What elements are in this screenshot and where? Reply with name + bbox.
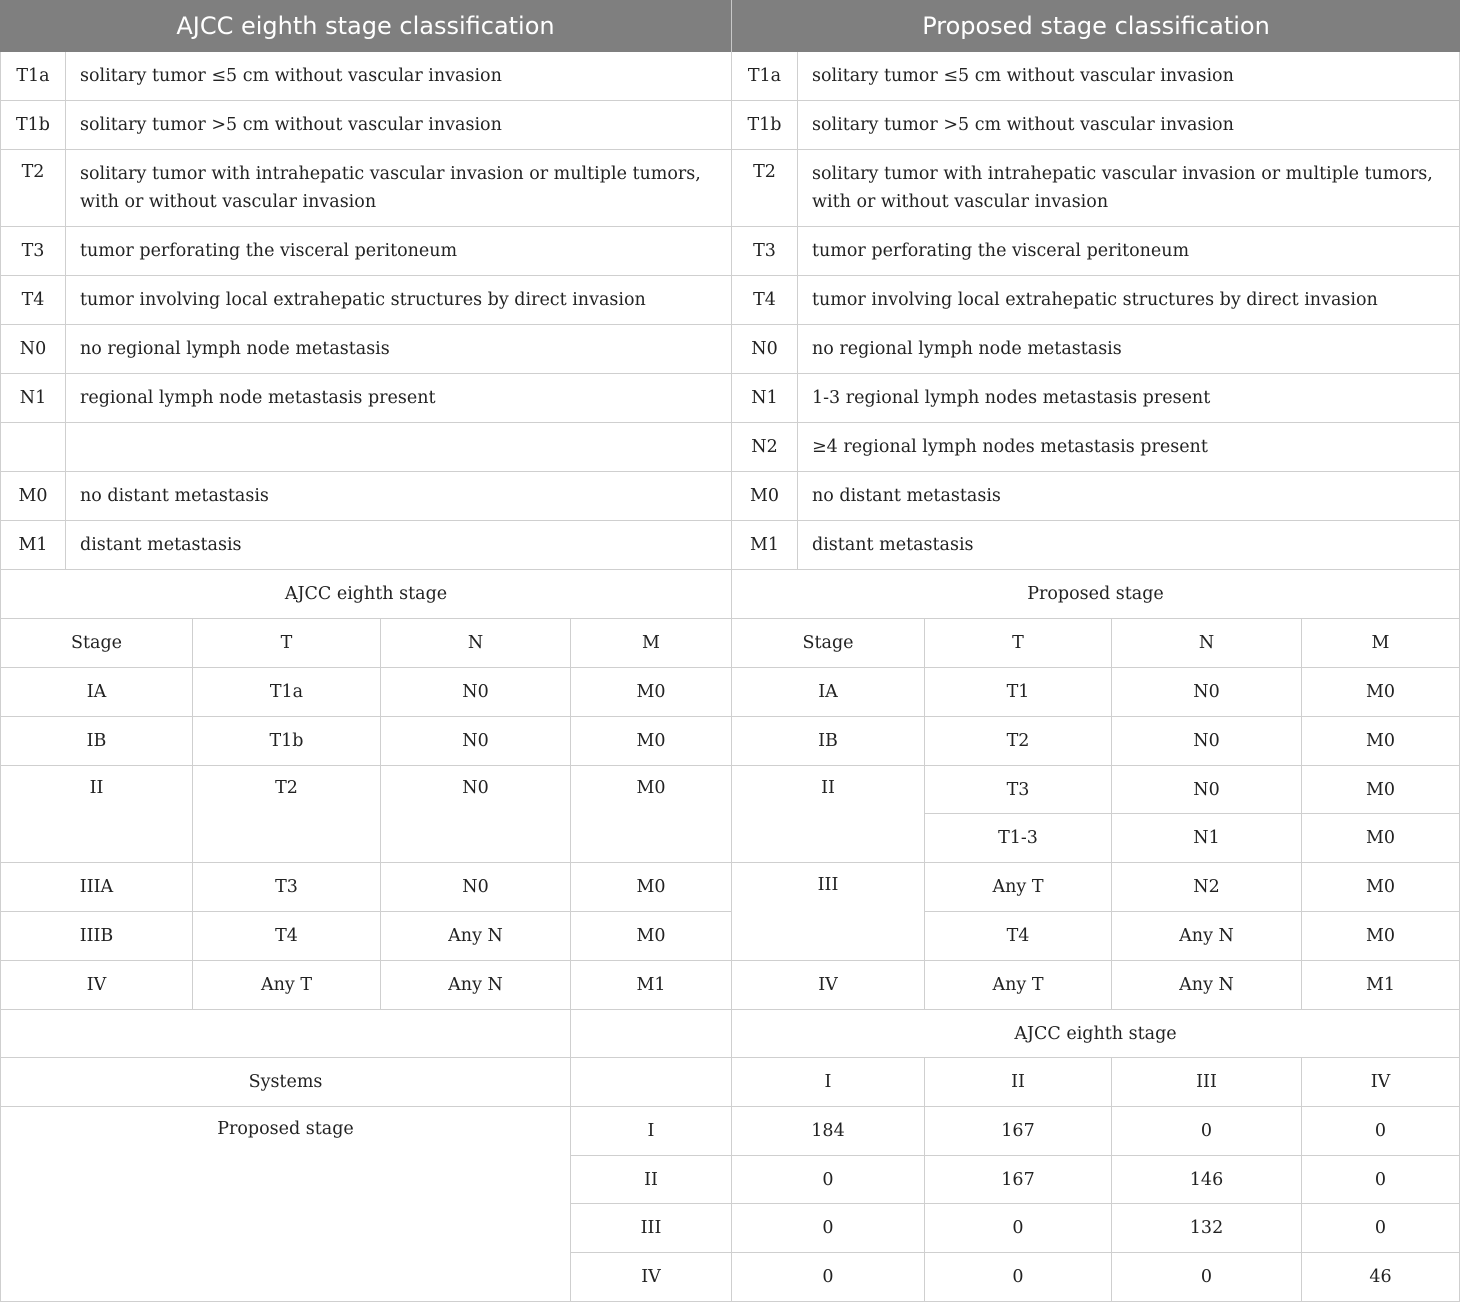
ajcc-stage: IV bbox=[0, 961, 193, 1010]
ajcc-stage: II bbox=[0, 766, 193, 863]
comparison-cell: 0 bbox=[1302, 1107, 1460, 1156]
def-left-code bbox=[0, 423, 66, 472]
proposed-row-stage: III bbox=[571, 1204, 732, 1253]
col-header-stage: Stage bbox=[732, 619, 925, 668]
col-header-t: T bbox=[925, 619, 1112, 668]
def-left-desc: solitary tumor >5 cm without vascular invasion bbox=[66, 101, 732, 150]
ajcc-n: Any N bbox=[381, 961, 571, 1010]
def-right-desc: distant metastasis bbox=[798, 521, 1460, 570]
systems-label: Systems bbox=[0, 1058, 571, 1107]
comparison-row-title: Proposed stage bbox=[0, 1107, 571, 1302]
proposed-m: M1 bbox=[1302, 961, 1460, 1010]
comparison-cell: 0 bbox=[732, 1156, 925, 1204]
ajcc-col-stage: I bbox=[732, 1058, 925, 1107]
proposed-stage: IA bbox=[732, 668, 925, 717]
proposed-m: M0 bbox=[1302, 863, 1460, 912]
col-header-t: T bbox=[193, 619, 381, 668]
ajcc-m: M0 bbox=[571, 766, 732, 863]
ajcc-m: M0 bbox=[571, 912, 732, 961]
def-left-code: M1 bbox=[0, 521, 66, 570]
comparison-blank bbox=[571, 1058, 732, 1107]
def-right-desc: no distant metastasis bbox=[798, 472, 1460, 521]
ajcc-m: M0 bbox=[571, 668, 732, 717]
proposed-t: Any T bbox=[925, 863, 1112, 912]
comparison-blank bbox=[0, 1010, 571, 1058]
def-left-desc: no distant metastasis bbox=[66, 472, 732, 521]
proposed-n: N0 bbox=[1112, 717, 1302, 766]
ajcc-n: N0 bbox=[381, 766, 571, 863]
ajcc-t: Any T bbox=[193, 961, 381, 1010]
ajcc-col-stage: IV bbox=[1302, 1058, 1460, 1107]
def-right-code: T2 bbox=[732, 150, 798, 227]
def-right-desc: ≥4 regional lymph nodes metastasis present bbox=[798, 423, 1460, 472]
ajcc-n: N0 bbox=[381, 668, 571, 717]
ajcc-m: M1 bbox=[571, 961, 732, 1010]
ajcc-col-stage: III bbox=[1112, 1058, 1302, 1107]
ajcc-stage: IA bbox=[0, 668, 193, 717]
proposed-t: T1-3 bbox=[925, 814, 1112, 863]
def-right-code: N0 bbox=[732, 325, 798, 374]
def-left-desc: no regional lymph node metastasis bbox=[66, 325, 732, 374]
ajcc-t: T1a bbox=[193, 668, 381, 717]
def-right-code: T3 bbox=[732, 227, 798, 276]
def-left-code: T1b bbox=[0, 101, 66, 150]
def-left-desc: tumor involving local extrahepatic structures by direct invasion bbox=[66, 276, 732, 325]
proposed-n: N0 bbox=[1112, 668, 1302, 717]
proposed-stage: II bbox=[732, 766, 925, 863]
def-right-code: N1 bbox=[732, 374, 798, 423]
proposed-t: T3 bbox=[925, 766, 1112, 814]
ajcc-t: T1b bbox=[193, 717, 381, 766]
proposed-m: M0 bbox=[1302, 668, 1460, 717]
comparison-cell: 0 bbox=[732, 1204, 925, 1253]
def-left-code: N1 bbox=[0, 374, 66, 423]
comparison-cell: 0 bbox=[1302, 1156, 1460, 1204]
proposed-m: M0 bbox=[1302, 912, 1460, 961]
proposed-row-stage: II bbox=[571, 1156, 732, 1204]
def-right-code: T4 bbox=[732, 276, 798, 325]
ajcc-stage: IIIB bbox=[0, 912, 193, 961]
def-right-code: N2 bbox=[732, 423, 798, 472]
def-left-desc bbox=[66, 423, 732, 472]
comparison-cell: 0 bbox=[1112, 1253, 1302, 1302]
def-left-code: T3 bbox=[0, 227, 66, 276]
proposed-m: M0 bbox=[1302, 766, 1460, 814]
proposed-n: Any N bbox=[1112, 961, 1302, 1010]
comparison-cell: 167 bbox=[925, 1156, 1112, 1204]
def-left-code: T2 bbox=[0, 150, 66, 227]
staging-title-ajcc: AJCC eighth stage bbox=[0, 570, 732, 619]
proposed-n: N2 bbox=[1112, 863, 1302, 912]
ajcc-t: T3 bbox=[193, 863, 381, 912]
col-header-m: M bbox=[571, 619, 732, 668]
header-proposed: Proposed stage classification bbox=[732, 0, 1460, 52]
proposed-row-stage: IV bbox=[571, 1253, 732, 1302]
def-right-code: T1a bbox=[732, 52, 798, 101]
proposed-t: T2 bbox=[925, 717, 1112, 766]
def-right-desc: no regional lymph node metastasis bbox=[798, 325, 1460, 374]
def-right-code: M1 bbox=[732, 521, 798, 570]
ajcc-t: T2 bbox=[193, 766, 381, 863]
proposed-n: N0 bbox=[1112, 766, 1302, 814]
ajcc-col-stage: II bbox=[925, 1058, 1112, 1107]
comparison-cell: 0 bbox=[1112, 1107, 1302, 1156]
def-right-code: T1b bbox=[732, 101, 798, 150]
proposed-n: N1 bbox=[1112, 814, 1302, 863]
proposed-t: T1 bbox=[925, 668, 1112, 717]
ajcc-stage: IB bbox=[0, 717, 193, 766]
staging-title-proposed: Proposed stage bbox=[732, 570, 1460, 619]
comparison-cell: 184 bbox=[732, 1107, 925, 1156]
comparison-cell: 132 bbox=[1112, 1204, 1302, 1253]
comparison-cell: 0 bbox=[732, 1253, 925, 1302]
def-left-desc: regional lymph node metastasis present bbox=[66, 374, 732, 423]
comparison-cell: 46 bbox=[1302, 1253, 1460, 1302]
proposed-m: M0 bbox=[1302, 814, 1460, 863]
comparison-cell: 0 bbox=[925, 1253, 1112, 1302]
proposed-t: T4 bbox=[925, 912, 1112, 961]
def-left-code: N0 bbox=[0, 325, 66, 374]
proposed-t: Any T bbox=[925, 961, 1112, 1010]
def-left-code: T1a bbox=[0, 52, 66, 101]
comparison-blank bbox=[571, 1010, 732, 1058]
ajcc-n: N0 bbox=[381, 717, 571, 766]
def-left-desc: tumor perforating the visceral peritoneum bbox=[66, 227, 732, 276]
ajcc-n: N0 bbox=[381, 863, 571, 912]
def-right-desc: solitary tumor >5 cm without vascular invasion bbox=[798, 101, 1460, 150]
def-left-desc: solitary tumor ≤5 cm without vascular invasion bbox=[66, 52, 732, 101]
ajcc-m: M0 bbox=[571, 717, 732, 766]
def-right-desc: 1-3 regional lymph nodes metastasis present bbox=[798, 374, 1460, 423]
def-right-desc: solitary tumor ≤5 cm without vascular invasion bbox=[798, 52, 1460, 101]
def-left-code: M0 bbox=[0, 472, 66, 521]
col-header-stage: Stage bbox=[0, 619, 193, 668]
comparison-cell: 146 bbox=[1112, 1156, 1302, 1204]
col-header-m: M bbox=[1302, 619, 1460, 668]
proposed-stage: III bbox=[732, 863, 925, 961]
def-right-desc: tumor perforating the visceral peritoneum bbox=[798, 227, 1460, 276]
ajcc-stage: IIIA bbox=[0, 863, 193, 912]
def-right-code: M0 bbox=[732, 472, 798, 521]
proposed-m: M0 bbox=[1302, 717, 1460, 766]
header-ajcc: AJCC eighth stage classification bbox=[0, 0, 732, 52]
comparison-cell: 0 bbox=[925, 1204, 1112, 1253]
comparison-cell: 167 bbox=[925, 1107, 1112, 1156]
def-left-desc: distant metastasis bbox=[66, 521, 732, 570]
comparison-col-title: AJCC eighth stage bbox=[732, 1010, 1460, 1058]
proposed-stage: IV bbox=[732, 961, 925, 1010]
ajcc-n: Any N bbox=[381, 912, 571, 961]
def-right-desc: solitary tumor with intrahepatic vascular invasion or multiple tumors, with or without vascular invasion bbox=[798, 150, 1460, 227]
proposed-row-stage: I bbox=[571, 1107, 732, 1156]
def-left-desc: solitary tumor with intrahepatic vascular invasion or multiple tumors, with or without vascular invasion bbox=[66, 150, 732, 227]
ajcc-m: M0 bbox=[571, 863, 732, 912]
col-header-n: N bbox=[381, 619, 571, 668]
proposed-n: Any N bbox=[1112, 912, 1302, 961]
ajcc-t: T4 bbox=[193, 912, 381, 961]
def-right-desc: tumor involving local extrahepatic structures by direct invasion bbox=[798, 276, 1460, 325]
proposed-stage: IB bbox=[732, 717, 925, 766]
comparison-cell: 0 bbox=[1302, 1204, 1460, 1253]
def-left-code: T4 bbox=[0, 276, 66, 325]
col-header-n: N bbox=[1112, 619, 1302, 668]
